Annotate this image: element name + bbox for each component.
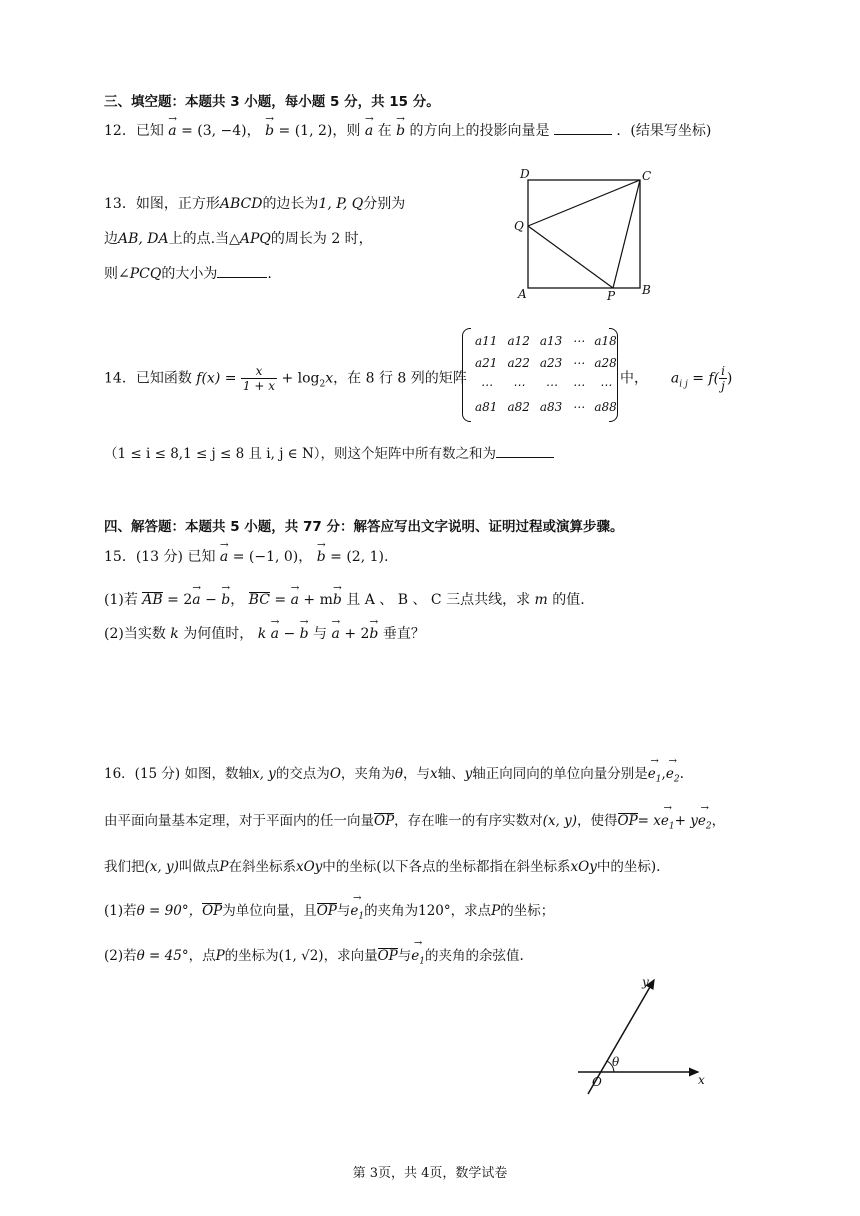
vector-e1: → $e_1$ xyxy=(648,766,662,785)
matrix-cell: ⋯ xyxy=(545,378,558,392)
label-d: D xyxy=(520,167,530,181)
question-12 xyxy=(104,120,711,140)
vector-e2: → $e_2$ xyxy=(666,766,680,785)
matrix-table xyxy=(470,330,622,418)
q15-text: − xyxy=(283,626,296,642)
q16-math: = x xyxy=(637,813,661,829)
q15-text: = 2 xyxy=(167,592,193,608)
matrix-cell: a81 xyxy=(475,400,498,414)
q13-text: 上的点.当△ xyxy=(168,231,240,247)
q15-text: 为何值时， xyxy=(183,626,254,642)
q15-text: 15．(13 分) 已知 xyxy=(104,549,216,565)
label-b: B xyxy=(642,283,651,297)
q16-math: θ = 45° xyxy=(136,948,189,964)
fraction-denominator: 1 + x xyxy=(242,379,276,393)
matrix-cell: ⋯ xyxy=(572,378,585,392)
vector-a: → a xyxy=(220,549,228,565)
matrix-cell: a88 xyxy=(594,400,617,414)
q14-text: 中， xyxy=(620,370,648,387)
matrix-cell: ⋯ xyxy=(480,378,493,392)
section-4-heading: 四、解答题：本题共 5 小题，共 77 分：解答应写出文字说明、证明过程或演算步骤。 xyxy=(104,519,624,535)
q15-part-1 xyxy=(104,589,585,609)
q13-text: APQ xyxy=(239,231,271,247)
q13-text: 分别为 xyxy=(363,196,406,212)
q16-text: . xyxy=(679,766,684,782)
q15-text: 与 xyxy=(313,626,328,642)
vector-op: OP xyxy=(377,948,398,964)
q16-text: 的夹角的余弦值. xyxy=(424,948,524,964)
vector-e1: → $e_1$ xyxy=(350,903,364,922)
q16-text: 的坐标为(1, √2)，求向量 xyxy=(224,948,378,964)
q13-text: 边 xyxy=(104,231,118,247)
q16-math: y xyxy=(464,766,473,782)
q16-text: (1)若 xyxy=(104,903,137,919)
matrix-cell: ⋯ xyxy=(599,378,612,392)
question-14 xyxy=(104,364,467,393)
matrix-cell: a18 xyxy=(594,334,617,348)
variable-k: k xyxy=(170,626,179,642)
q16-math: x xyxy=(430,766,438,782)
vector-b: → b xyxy=(369,626,378,642)
vector-a: → a xyxy=(365,123,373,139)
q13-text: 的周长为 2 时， xyxy=(270,231,373,247)
log-base: 2 xyxy=(319,379,326,390)
matrix-cell: a83 xyxy=(539,400,563,414)
function-f: f(x) = xyxy=(196,370,237,387)
q13-text: 1, P, Q xyxy=(318,196,364,212)
q16-math: xOy xyxy=(570,859,597,875)
q12-number: 12．已知 xyxy=(104,123,164,139)
q12-a-value: = (3, −4)， xyxy=(181,123,261,139)
q13-text: PCQ xyxy=(129,266,162,282)
q16-text: 的交点为 xyxy=(275,766,330,782)
q13-text: 的边长为 xyxy=(262,196,319,212)
vector-a: → a xyxy=(332,626,340,642)
vector-a: → a xyxy=(291,592,299,608)
q16-math: e xyxy=(350,903,359,919)
matrix-cell: a22 xyxy=(507,356,530,370)
vector-a: → a xyxy=(168,123,176,139)
label-q: Q xyxy=(514,219,524,233)
matrix-row xyxy=(470,330,622,352)
q16-text: 中的坐标). xyxy=(596,859,661,875)
q16-text: 叫做点 xyxy=(178,859,220,875)
a-ij-subscript: i j xyxy=(679,379,688,390)
label-x: x xyxy=(698,1073,705,1087)
matrix-cell: ⋯ xyxy=(572,356,585,370)
fraction xyxy=(241,364,277,393)
answer-blank[interactable] xyxy=(496,457,554,458)
q16-text: 的夹角为120°，求点 xyxy=(364,903,492,919)
vector-op: OP xyxy=(374,813,395,829)
q16-text: 16．(15 分) 如图，数轴 xyxy=(104,766,252,782)
q16-line-1 xyxy=(104,762,684,785)
matrix-cell: a82 xyxy=(507,400,530,414)
q14-aij xyxy=(620,364,732,393)
q16-text: ，与 xyxy=(403,766,431,782)
vector-b: → b xyxy=(396,123,405,139)
q16-math: (x, y) xyxy=(542,813,578,829)
answer-blank[interactable] xyxy=(217,277,267,278)
a-ij: a xyxy=(670,370,680,387)
q15-text: − xyxy=(205,592,217,608)
q16-math: P xyxy=(219,859,229,875)
a-ij-eq: = f( xyxy=(692,370,720,387)
q13-line-3 xyxy=(104,263,272,283)
q16-text: 的坐标； xyxy=(500,903,555,919)
q16-text: 与 xyxy=(336,903,351,919)
q15-text: + 2 xyxy=(344,626,370,642)
q16-text: 中的坐标(以下各点的坐标都指在斜坐标系 xyxy=(322,859,571,875)
vector-b: → b xyxy=(300,626,309,642)
q16-text: 与 xyxy=(397,948,412,964)
q15-text: ， xyxy=(230,592,245,608)
variable-k: k xyxy=(257,626,267,642)
q16-text: 轴、 xyxy=(437,766,465,782)
label-a: A xyxy=(518,287,527,301)
fraction-numerator: i xyxy=(721,364,725,378)
vector-a: → a xyxy=(271,626,279,642)
q15-text: = xyxy=(274,592,287,608)
vector-op: OP xyxy=(617,813,638,829)
vector-b: → b xyxy=(221,592,230,608)
vector-ab: AB xyxy=(142,592,163,608)
q12-b-value: = (1, 2)，则 xyxy=(278,123,361,139)
q16-part-1 xyxy=(104,899,554,922)
square-abcd xyxy=(528,180,640,288)
q16-text: ，使得 xyxy=(577,813,618,829)
q15-text: + m xyxy=(303,592,333,608)
q16-math: xOy xyxy=(295,859,323,875)
q15-head xyxy=(104,546,388,566)
matrix-row xyxy=(470,396,622,418)
q16-math: P xyxy=(491,903,501,919)
matrix-row xyxy=(470,374,622,396)
matrix-cell: a21 xyxy=(475,356,498,370)
matrix-cell: a11 xyxy=(475,334,498,348)
q16-text: ，夹角为 xyxy=(340,766,395,782)
q14-text: 14．已知函数 xyxy=(104,370,192,387)
matrix-cell: ⋯ xyxy=(512,378,525,392)
q16-line-3 xyxy=(104,855,660,875)
q16-text: 我们把 xyxy=(104,859,145,875)
q12-text: 在 xyxy=(377,123,392,139)
matrix-cell: ⋯ xyxy=(572,400,585,414)
q15-text: 的值. xyxy=(552,592,585,608)
fraction-numerator: x xyxy=(241,364,277,379)
vector-op: OP xyxy=(316,903,337,919)
q16-math: θ xyxy=(394,766,404,782)
matrix-cell: ⋯ xyxy=(572,334,585,348)
matrix-row xyxy=(470,352,622,374)
q16-math: x, y xyxy=(251,766,276,782)
q16-text: , xyxy=(661,766,666,782)
section-3-heading: 三、填空题：本题共 3 小题，每小题 5 分，共 15 分。 xyxy=(104,94,440,110)
q16-math: e xyxy=(647,766,656,782)
q16-part-2 xyxy=(104,944,524,967)
q16-line-2 xyxy=(104,809,725,832)
q13-text: AB, DA xyxy=(118,231,169,247)
vector-b: → b xyxy=(317,549,326,565)
label-o: O xyxy=(592,1075,602,1089)
answer-blank[interactable] xyxy=(554,134,612,135)
q16-math: (x, y) xyxy=(144,859,179,875)
label-y: y xyxy=(642,975,649,989)
q13-text: ABCD xyxy=(219,196,263,212)
q16-math: O xyxy=(329,766,341,782)
q13-line-1 xyxy=(104,193,405,213)
right-paren xyxy=(609,328,618,422)
vector-b: → b xyxy=(265,123,274,139)
segment-pc xyxy=(613,180,640,288)
q16-math: θ = 90°， xyxy=(136,903,203,919)
log-arg: x xyxy=(325,370,334,387)
page-footer: 第 3页，共 4页，数学试卷 xyxy=(352,1166,508,1181)
q15-text: = (−1, 0)， xyxy=(232,549,313,565)
q16-text: 在斜坐标系 xyxy=(228,859,296,875)
q13-text: 的大小为 xyxy=(161,266,218,282)
q14-text: ) xyxy=(726,370,733,387)
q15-part-2 xyxy=(104,623,425,643)
q16-text: 由平面向量基本定理，对于平面内的任一向量 xyxy=(104,813,374,829)
q16-math: e xyxy=(665,766,674,782)
q13-text: 13．如图，正方形 xyxy=(104,196,220,212)
segment-qc xyxy=(528,180,640,226)
oblique-axes-figure xyxy=(570,972,720,1100)
q16-math: e xyxy=(411,948,420,964)
label-p: P xyxy=(607,289,616,302)
matrix-cell: a13 xyxy=(539,334,563,348)
fraction-denominator: j xyxy=(721,379,725,393)
q15-text: = (2, 1). xyxy=(330,549,389,565)
q16-text: 轴正向同向的单位向量分别是 xyxy=(472,766,648,782)
vector-e1: → $e_1$ xyxy=(661,813,675,832)
vector-bc: BC xyxy=(248,592,270,608)
q16-text: (2)若 xyxy=(104,948,137,964)
variable-m: m xyxy=(534,592,548,608)
matrix-cell: a23 xyxy=(539,356,563,370)
q16-math: P xyxy=(215,948,225,964)
q13-line-2 xyxy=(104,228,373,248)
q12-text: 的方向上的投影向量是 xyxy=(409,123,550,139)
square-figure xyxy=(508,166,658,302)
vector-e1: → $e_1$ xyxy=(411,948,425,967)
q16-text: ，点 xyxy=(188,948,216,964)
matrix-cell: a12 xyxy=(507,334,530,348)
q16-math: + y xyxy=(674,813,698,829)
q16-text: ， xyxy=(711,813,726,829)
q15-text: (1)若 xyxy=(104,592,138,608)
q13-text: 则∠ xyxy=(104,266,130,282)
matrix xyxy=(462,328,618,420)
q15-text: 且 A 、 B 、 C 三点共线，求 xyxy=(346,592,531,608)
q14-condition xyxy=(104,442,554,462)
vector-e2: → $e_2$ xyxy=(698,813,712,832)
label-theta: θ xyxy=(612,1055,620,1069)
q12-note: ．(结果写坐标) xyxy=(616,123,712,139)
label-c: C xyxy=(642,169,652,183)
q16-text: 为单位向量，且 xyxy=(222,903,317,919)
vector-b: → b xyxy=(333,592,342,608)
matrix-cell: a28 xyxy=(594,356,617,370)
vector-op: OP xyxy=(202,903,223,919)
q15-text: (2)当实数 xyxy=(104,626,166,642)
q15-text: 垂直？ xyxy=(382,626,425,642)
fraction xyxy=(719,364,727,393)
vector-a: → a xyxy=(192,592,200,608)
log-term: + log xyxy=(281,370,320,387)
segment-qp xyxy=(528,226,613,288)
q14-text: ，在 8 行 8 列的矩阵 xyxy=(333,370,467,387)
q13-text: . xyxy=(267,266,272,282)
q14-text: （1 ≤ i ≤ 8,1 ≤ j ≤ 8 且 i, j ∈ N），则这个矩阵中所有数之和为 xyxy=(104,446,497,462)
q16-text: ，存在唯一的有序实数对 xyxy=(394,813,543,829)
